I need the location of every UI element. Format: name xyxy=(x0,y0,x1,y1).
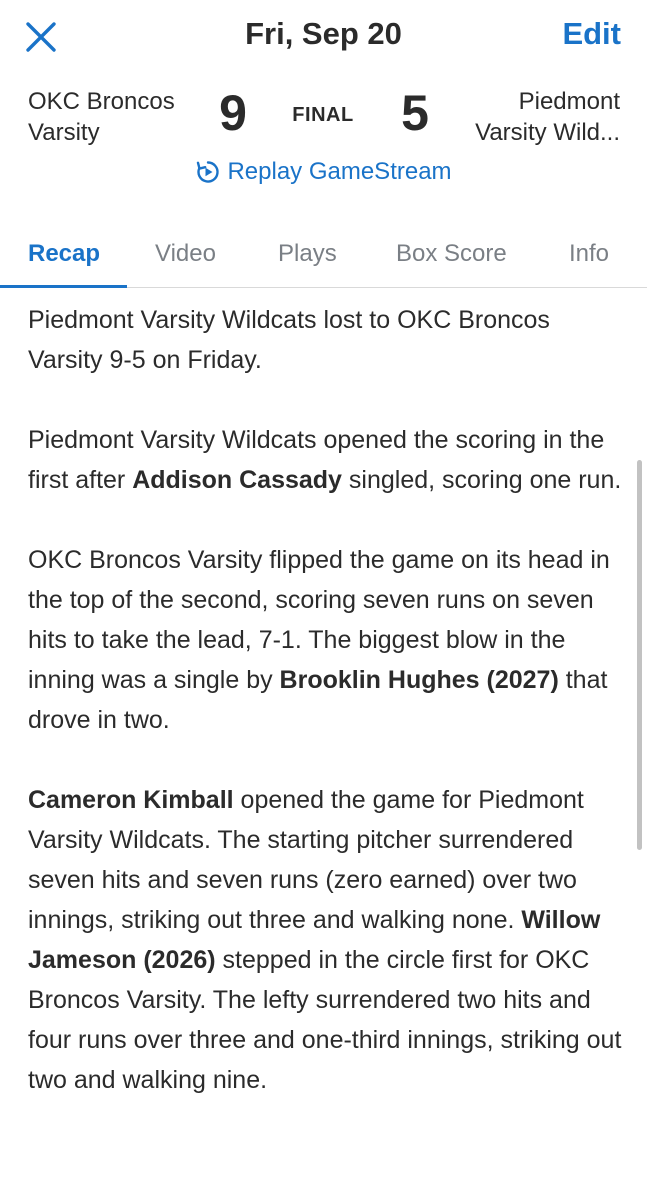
scrollbar[interactable] xyxy=(637,460,642,850)
away-score: 5 xyxy=(401,85,429,141)
edit-button[interactable]: Edit xyxy=(562,16,621,51)
replay-label: Replay GameStream xyxy=(227,158,452,185)
recap-paragraph-1: Piedmont Varsity Wildcats lost to OKC Broncos Varsity 9-5 on Friday. xyxy=(28,306,550,374)
tab-recap[interactable]: Recap xyxy=(28,240,101,267)
recap-paragraph-4: Cameron Kimball opened the game for Piedmont Varsity Wildcats. The starting pitcher surrendered seven hits and seven runs (zero earned) over two innings, striking out three and walking none. Willow Jameson (2026) stepped in the circle first for OKC Broncos Varsity. The lefty surrendered two hits and four runs over three and one-third innings, striking out two and walking nine. xyxy=(28,786,622,1094)
away-team-line1: Piedmont xyxy=(518,88,620,115)
player-name[interactable]: Cameron Kimball xyxy=(28,786,234,814)
scoreboard xyxy=(0,80,647,160)
replay-gamestream-button[interactable] xyxy=(0,156,647,188)
player-name[interactable]: Brooklin Hughes (2027) xyxy=(279,666,559,694)
away-team-name[interactable] xyxy=(420,86,620,148)
home-team-name[interactable] xyxy=(28,86,218,148)
player-name[interactable]: Addison Cassady xyxy=(132,466,342,494)
recap-text xyxy=(28,300,626,1140)
top-bar xyxy=(0,0,647,70)
home-score: 9 xyxy=(219,85,247,141)
tab-video[interactable]: Video xyxy=(155,240,216,267)
page-title: Fri, Sep 20 xyxy=(245,16,402,51)
tab-box-score[interactable]: Box Score xyxy=(396,240,507,267)
recap-paragraph-2: Piedmont Varsity Wildcats opened the scoring in the first after Addison Cassady singled, scoring one run. xyxy=(28,426,622,494)
recap-paragraph-3: OKC Broncos Varsity flipped the game on its head in the top of the second, scoring seven runs on seven hits to take the lead, 7-1. The biggest blow in the inning was a single by Brooklin Hughes (2027) that drove in two. xyxy=(28,546,610,734)
player-name[interactable]: Willow Jameson (2026) xyxy=(28,906,601,974)
away-team-line2: Varsity Wild... xyxy=(475,119,620,146)
replay-icon xyxy=(195,159,221,185)
tab-plays[interactable]: Plays xyxy=(278,240,337,267)
active-tab-indicator xyxy=(0,285,127,288)
tab-info[interactable]: Info xyxy=(569,240,610,267)
game-status: FINAL xyxy=(292,104,354,126)
home-team-line1: OKC Broncos xyxy=(28,88,175,115)
home-team-line2: Varsity xyxy=(28,119,100,146)
tab-bar xyxy=(0,222,647,288)
